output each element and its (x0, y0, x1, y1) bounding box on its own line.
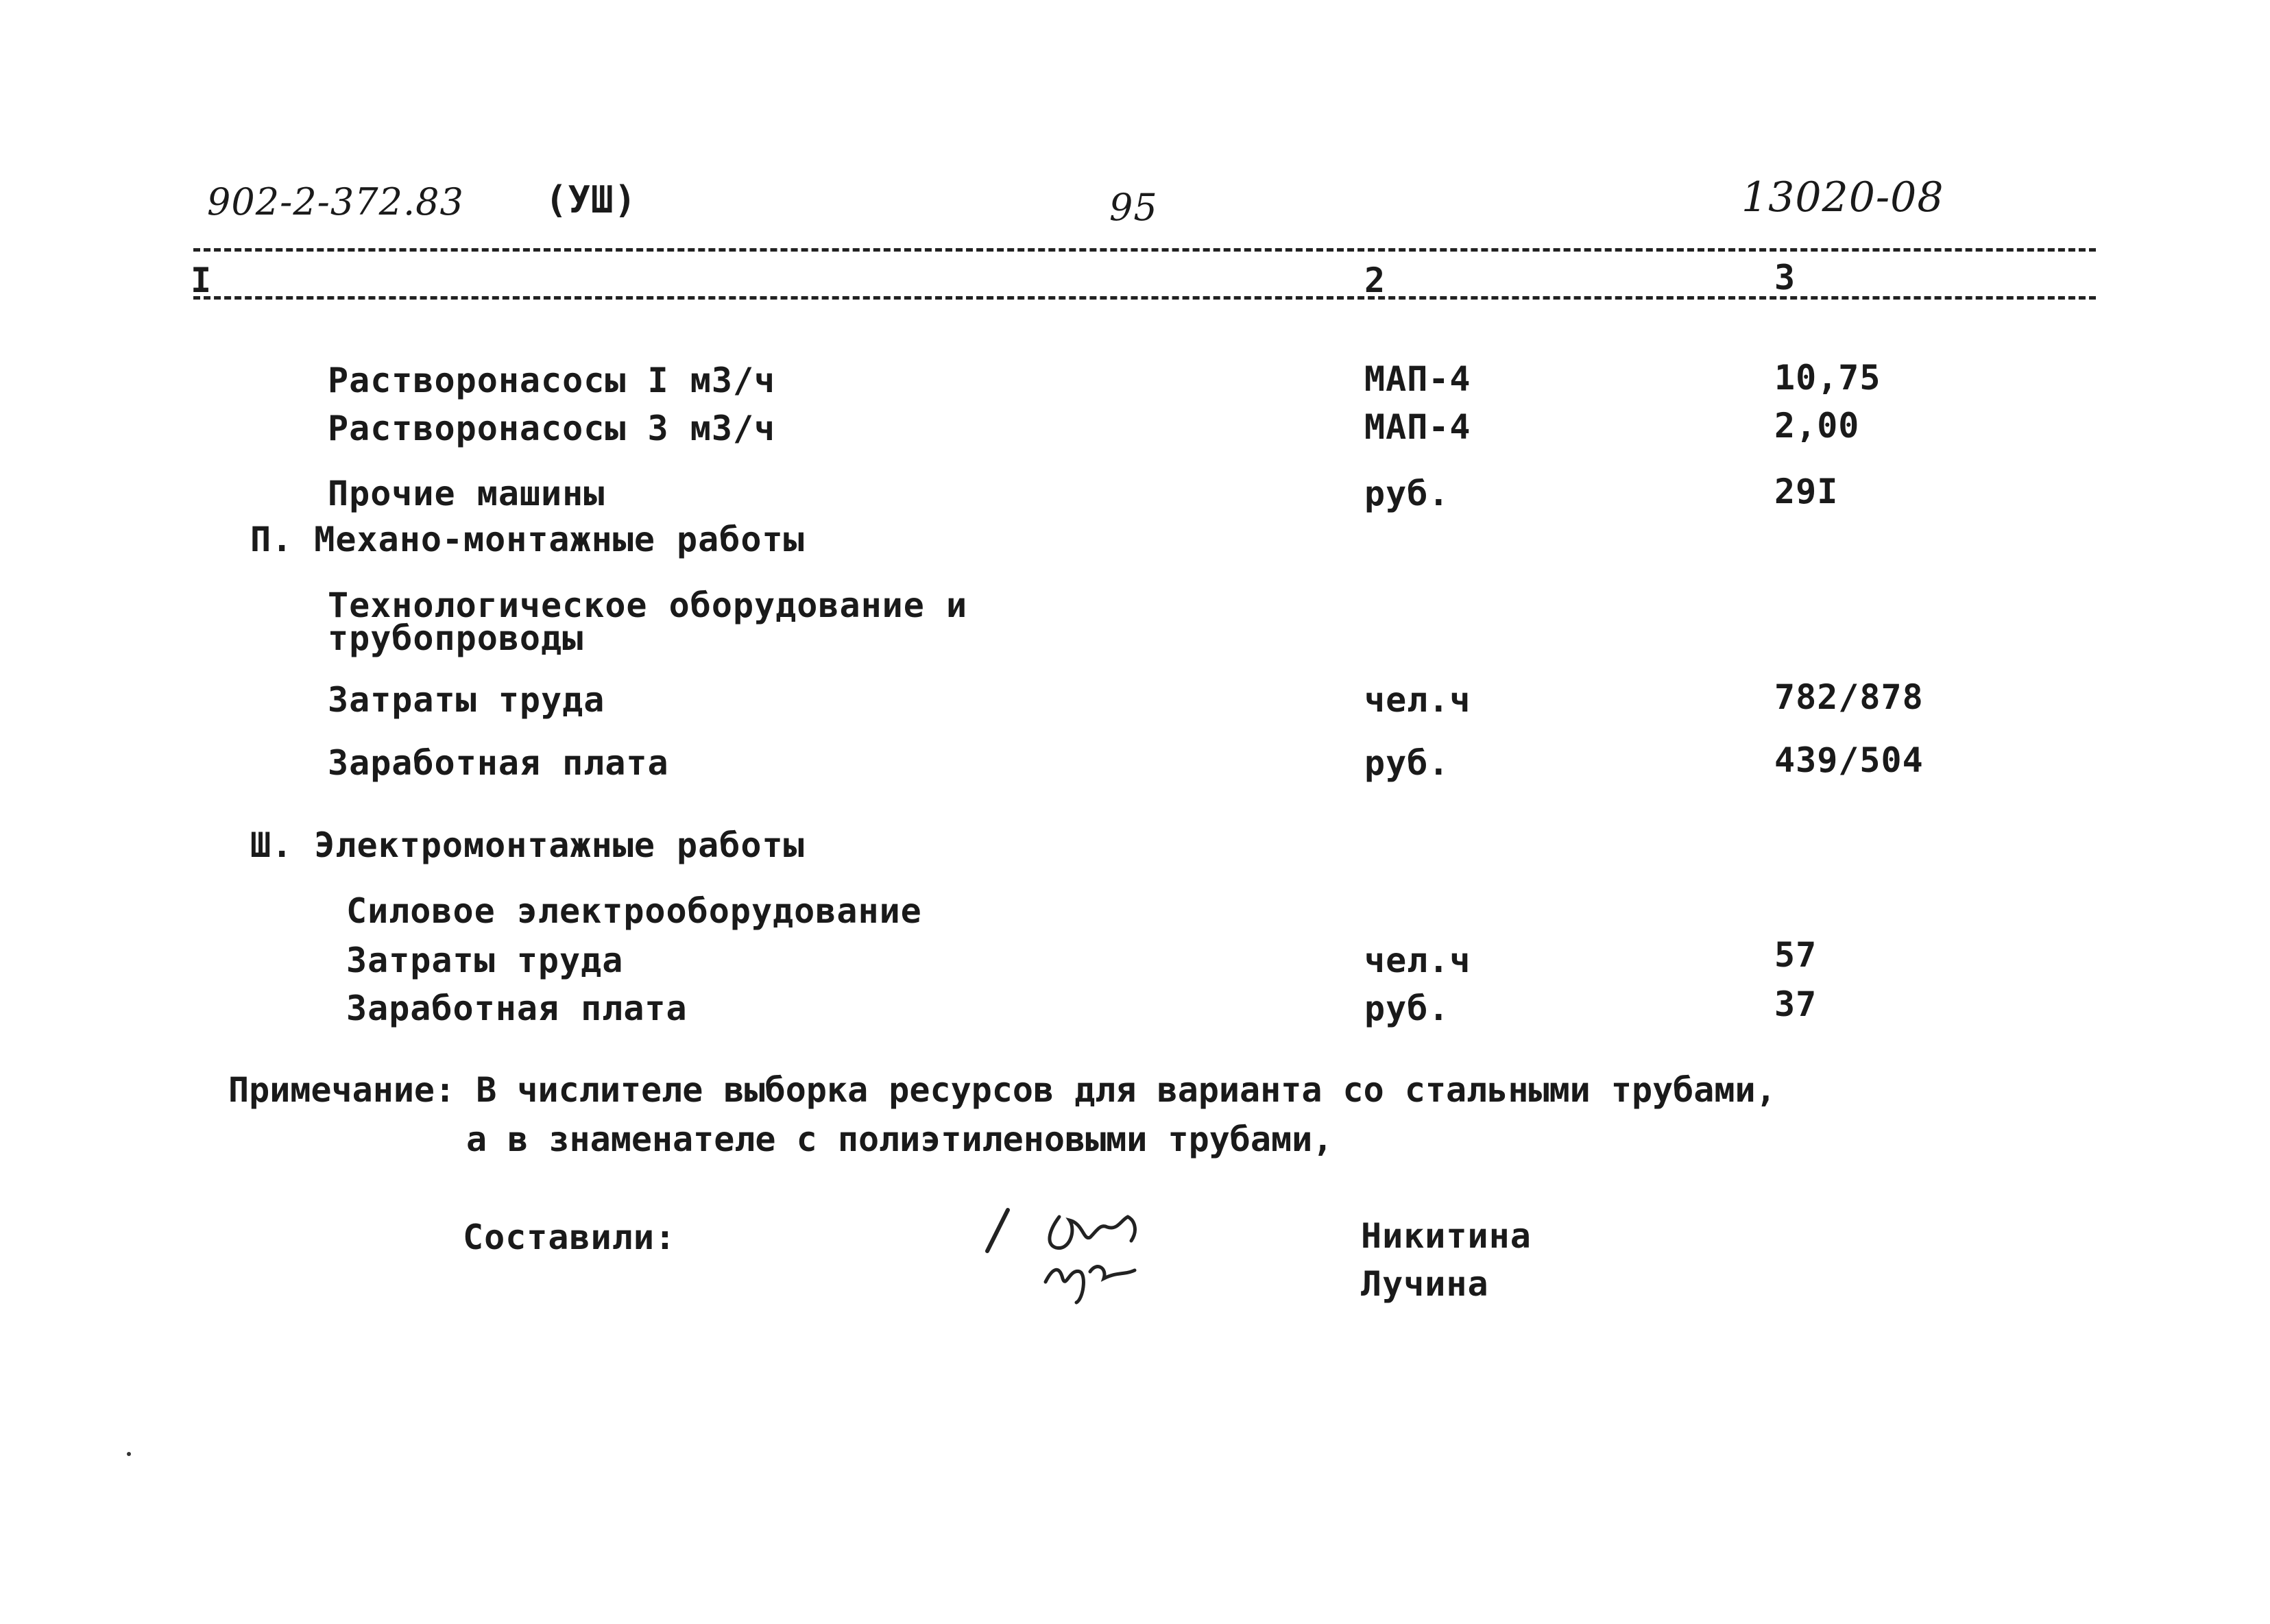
row-unit: МАП-4 (1364, 407, 1471, 447)
inventory-number: 13020-08 (1741, 173, 1944, 221)
section-3-title: Ш. Электромонтажные работы (250, 825, 805, 865)
row-value: 10,75 (1774, 358, 1881, 398)
column-1-header: I (191, 260, 213, 300)
signoff-name: Лучина (1361, 1264, 1489, 1304)
signoff-name: Никитина (1361, 1216, 1532, 1256)
page-number: 95 (1109, 186, 1158, 229)
rule-bottom (193, 296, 2096, 300)
row-value: 29I (1774, 472, 1839, 511)
section-2-subtitle: Технологическое оборудование и (328, 585, 968, 625)
column-2-header: 2 (1364, 260, 1386, 300)
row-label: Заработная плата (346, 989, 688, 1028)
row-unit: чел.ч (1364, 941, 1471, 980)
document-code: 902-2-372.83 (207, 180, 464, 223)
row-unit: МАП-4 (1364, 359, 1471, 399)
row-unit: чел.ч (1364, 680, 1471, 720)
row-label: Растворонасосы I м3/ч (328, 361, 776, 400)
row-unit: руб. (1364, 989, 1450, 1028)
row-value: 57 (1774, 935, 1818, 975)
section-3-subtitle: Силовое электрооборудование (346, 891, 922, 931)
row-label: Прочие машины (328, 474, 605, 513)
row-value: 439/504 (1774, 740, 1924, 780)
row-unit: руб. (1364, 743, 1450, 783)
row-unit: руб. (1364, 474, 1450, 513)
section-2-subtitle-cont: трубопроводы (328, 618, 584, 658)
row-value: 2,00 (1774, 406, 1860, 446)
row-label: Растворонасосы 3 м3/ч (328, 409, 776, 448)
scan-speck (127, 1452, 131, 1456)
row-label: Заработная плата (328, 743, 669, 783)
note-line-1: Примечание: В числителе выборка ресурсов для варианта со стальными трубами, (228, 1070, 1776, 1110)
section-2-title: П. Механо-монтажные работы (250, 520, 805, 559)
row-label: Затраты труда (346, 941, 624, 980)
column-3-header: 3 (1774, 258, 1796, 298)
signoff-label: Составили: (463, 1217, 677, 1257)
note-line-2: а в знаменателе с полиэтиленовыми трубами, (466, 1119, 1333, 1159)
signature (980, 1203, 1186, 1306)
row-label: Затраты труда (328, 680, 605, 720)
volume-mark: (УШ) (545, 178, 638, 221)
row-value: 37 (1774, 984, 1818, 1024)
row-value: 782/878 (1774, 677, 1924, 717)
rule-top (193, 248, 2096, 252)
